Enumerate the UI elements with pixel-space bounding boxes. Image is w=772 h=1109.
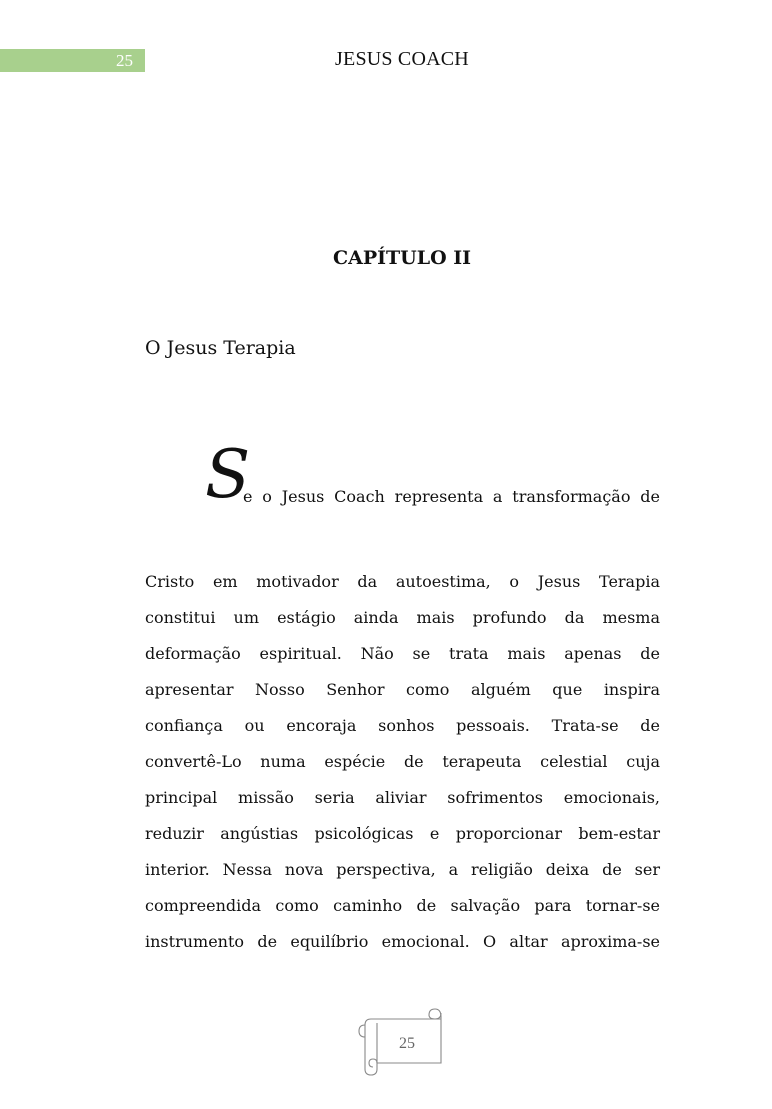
running-header-title: JESUS COACH <box>335 48 469 70</box>
body-line: convertê-Lo numa espécie de terapeuta celestial cuja <box>145 752 660 771</box>
footer-page-number: 25 <box>399 1035 415 1052</box>
section-heading: O Jesus Terapia <box>145 337 296 359</box>
body-line: compreendida como caminho de salvação para tornar-se <box>145 896 660 915</box>
body-line: principal missão seria aliviar sofrimentos emocionais, <box>145 788 660 807</box>
footer-scroll <box>353 1003 453 1078</box>
header-page-number: 25 <box>116 51 133 70</box>
opening-line: e o Jesus Coach representa a transformação de <box>243 487 660 506</box>
opening-paragraph <box>205 436 660 513</box>
body-line: constitui um estágio ainda mais profundo da mesma <box>145 608 660 627</box>
body-line: confiança ou encoraja sonhos pessoais. Trata-se de <box>145 716 660 735</box>
body-line: instrumento de equilíbrio emocional. O altar aproxima-se <box>145 932 660 951</box>
body-line: Cristo em motivador da autoestima, o Jesus Terapia <box>145 572 660 591</box>
body-line: deformação espiritual. Não se trata mais apenas de <box>145 644 660 663</box>
body-text <box>145 568 660 964</box>
body-line: reduzir angústias psicológicas e proporcionar bem-estar <box>145 824 660 843</box>
chapter-title: CAPÍTULO II <box>332 247 472 269</box>
body-line: apresentar Nosso Senhor como alguém que inspira <box>145 680 660 699</box>
drop-cap: S <box>205 436 251 513</box>
body-line: interior. Nessa nova perspectiva, a religião deixa de ser <box>145 860 660 879</box>
